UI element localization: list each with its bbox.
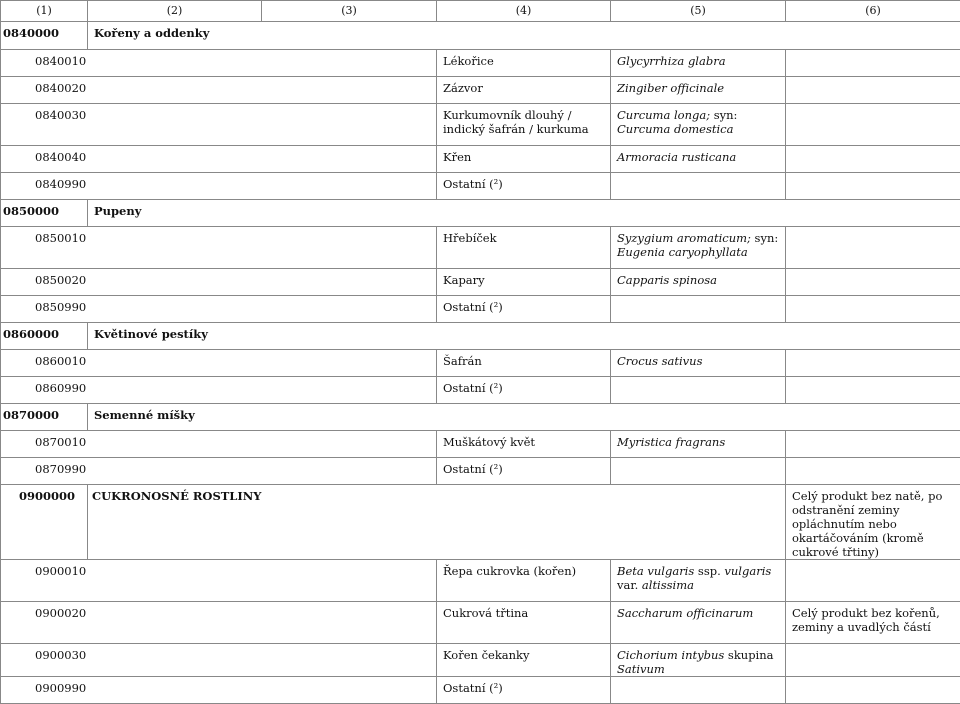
row-latin: Crocus sativus [611,350,786,377]
table-row [1,560,960,602]
group-title: Kořeny a oddenky [88,22,960,50]
table-row [1,323,960,350]
footnote-ref: (²) [489,177,503,191]
row-part [786,644,960,677]
row-latin: Saccharum officinarum [611,602,786,644]
row-name: Řepa cukrovka (kořen) [437,560,611,602]
row-part [786,377,960,404]
row-latin [611,377,786,404]
row-latin: Beta vulgaris ssp. vulgaris var. altissima [611,560,786,602]
row-name: Kurkumovník dlouhý / indický šafrán / kurkuma [437,104,611,146]
row-name: Ostatní (²) [437,458,611,485]
row-code: 0900000 [1,485,88,560]
table-row [1,50,960,77]
row-latin: Glycyrrhiza glabra [611,50,786,77]
table-row [1,458,960,485]
row-code: 0870010 [1,431,437,458]
footnote-ref: (²) [489,300,503,314]
row-code: 0900010 [1,560,437,602]
row-part [786,431,960,458]
footnote-ref: (²) [489,681,503,695]
table-row [1,485,960,560]
row-name: Hřebíček [437,227,611,269]
group-title: Pupeny [88,200,960,227]
row-part [786,296,960,323]
row-part [786,350,960,377]
row-latin [611,173,786,200]
row-code: 0900030 [1,644,437,677]
row-part: Celý produkt bez natě, po odstranění zeminy opláchnutím nebo okartáčováním (kromě cukrové třtiny) [786,485,960,560]
row-code: 0860010 [1,350,437,377]
footnote-ref: (²) [489,462,503,476]
row-code: 0850990 [1,296,437,323]
row-name: Šafrán [437,350,611,377]
row-code: 0840020 [1,77,437,104]
table-row [1,200,960,227]
row-part: Celý produkt bez kořenů, zeminy a uvadlých částí [786,602,960,644]
column-header: (3) [262,1,437,22]
row-name: Zázvor [437,77,611,104]
row-code: 0840030 [1,104,437,146]
row-name: Ostatní (²) [437,677,611,704]
row-name: Cukrová třtina [437,602,611,644]
row-part [786,560,960,602]
column-header: (1) [1,1,88,22]
footnote-ref: (²) [489,381,503,395]
table-row [1,22,960,50]
table-row [1,644,960,677]
row-code: 0860990 [1,377,437,404]
row-latin: Zingiber officinale [611,77,786,104]
table-row [1,431,960,458]
table-row [1,350,960,377]
row-name: Ostatní (²) [437,377,611,404]
row-code: 0840040 [1,146,437,173]
table-row [1,296,960,323]
row-latin [611,677,786,704]
row-name: Ostatní (²) [437,173,611,200]
row-part [786,146,960,173]
row-latin [611,296,786,323]
table-row [1,377,960,404]
row-latin: Curcuma longa; syn: Curcuma domestica [611,104,786,146]
row-code: 0900020 [1,602,437,644]
column-header: (2) [88,1,262,22]
column-header: (4) [437,1,611,22]
row-part [786,50,960,77]
group-title: CUKRONOSNÉ ROSTLINY [88,485,786,560]
table-row [1,602,960,644]
row-latin: Capparis spinosa [611,269,786,296]
row-part [786,677,960,704]
row-latin: Myristica fragrans [611,431,786,458]
table-row [1,173,960,200]
table-row [1,677,960,704]
table-row [1,77,960,104]
row-code: 0840990 [1,173,437,200]
row-code: 0860000 [1,323,88,350]
row-code: 0850010 [1,227,437,269]
row-code: 0840010 [1,50,437,77]
table-row [1,269,960,296]
row-part [786,269,960,296]
column-header: (5) [611,1,786,22]
group-title: Semenné míšky [88,404,960,431]
row-part [786,458,960,485]
row-name: Kapary [437,269,611,296]
header-row [1,1,960,22]
row-latin: Syzygium aromaticum; syn: Eugenia caryophyllata [611,227,786,269]
row-code: 0900990 [1,677,437,704]
row-latin: Cichorium intybus skupina Sativum [611,644,786,677]
row-code: 0870000 [1,404,88,431]
row-name: Lékořice [437,50,611,77]
row-code: 0870990 [1,458,437,485]
table-row [1,146,960,173]
row-code: 0850000 [1,200,88,227]
row-part [786,77,960,104]
row-latin [611,458,786,485]
table-row [1,227,960,269]
row-name: Ostatní (²) [437,296,611,323]
row-code: 0840000 [1,22,88,50]
row-code: 0850020 [1,269,437,296]
row-name: Muškátový květ [437,431,611,458]
row-name: Kořen čekanky [437,644,611,677]
column-header: (6) [786,1,960,22]
row-part [786,227,960,269]
row-part [786,104,960,146]
row-part [786,173,960,200]
table-row [1,104,960,146]
row-name: Křen [437,146,611,173]
row-latin: Armoracia rusticana [611,146,786,173]
table-row [1,404,960,431]
group-title: Květinové pestíky [88,323,960,350]
